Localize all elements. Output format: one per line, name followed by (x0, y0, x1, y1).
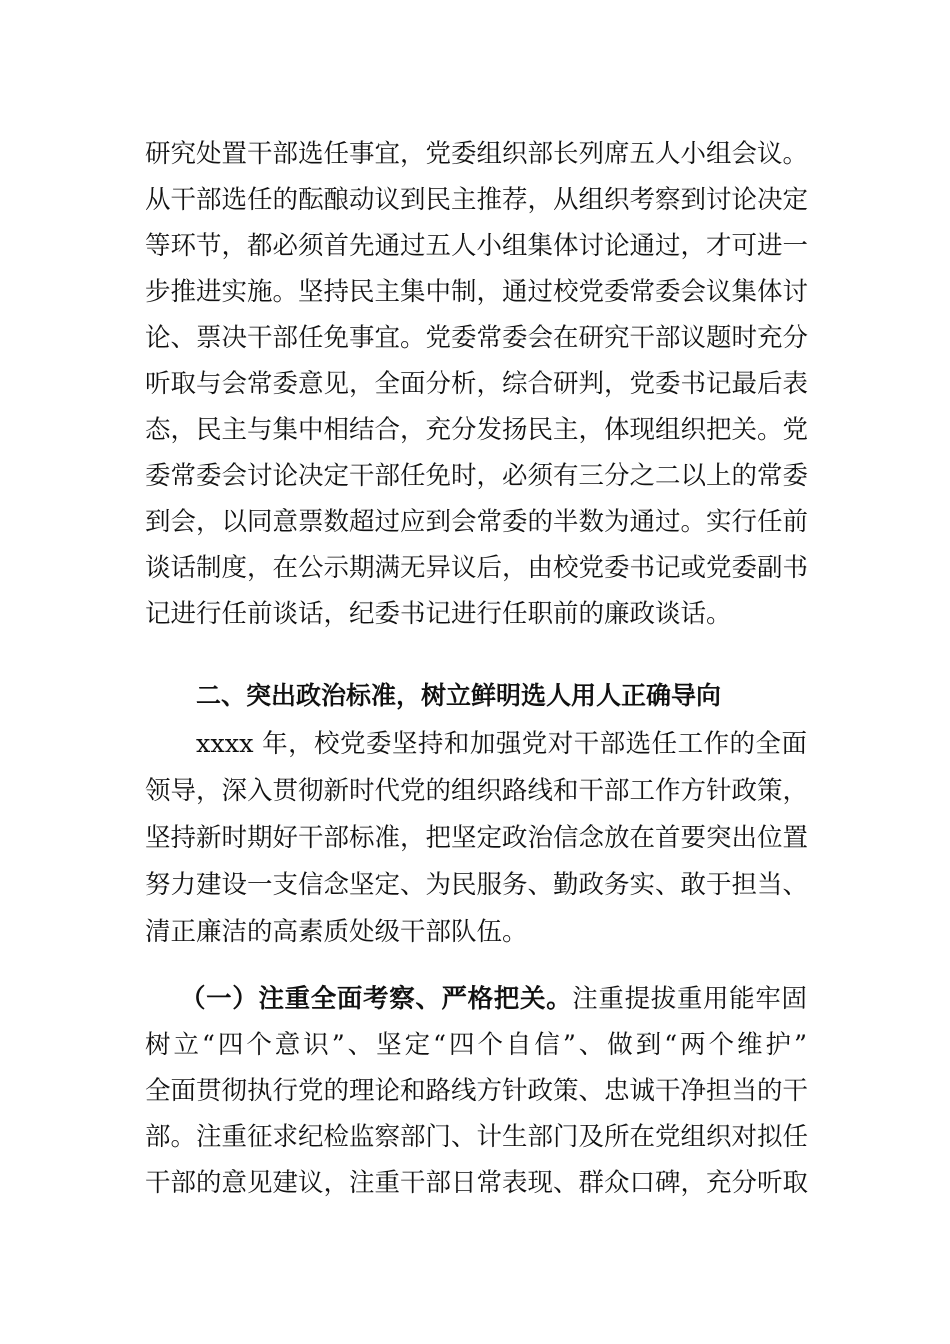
paragraph-line: 坚持新时期好干部标准，把坚定政治信念放在首要突出位置 (145, 823, 809, 853)
section-heading: 二、突出政治标准，树立鲜明选人用人正确导向 (196, 681, 722, 710)
paragraph-line: 谈话制度，在公示期满无异议后，由校党委书记或党委副书 (145, 553, 809, 583)
paragraph-line: 到会，以同意票数超过应到会常委的半数为通过。实行任前 (145, 507, 809, 537)
paragraph-line: 论、票决干部任免事宜。党委常委会在研究干部议题时充分 (145, 323, 809, 353)
paragraph-line: 清正廉洁的高素质处级干部队伍。 (145, 917, 528, 947)
paragraph-line: 干部的意见建议，注重干部日常表现、群众口碑，充分听取 (145, 1168, 809, 1198)
paragraph-line: 努力建设一支信念坚定、为民服务、勤政务实、敢于担当、 (145, 870, 809, 900)
paragraph-line: 全面贯彻执行党的理论和路线方针政策、忠诚干净担当的干 (145, 1076, 809, 1106)
paragraph-line: 委常委会讨论决定干部任免时，必须有三分之二以上的常委 (145, 461, 809, 491)
paragraph-line: 部。注重征求纪检监察部门、计生部门及所在党组织对拟任 (145, 1122, 809, 1152)
paragraph-line: 记进行任前谈话，纪委书记进行任职前的廉政谈话。 (145, 599, 732, 629)
paragraph-line: 树立“四个意识”、坚定“四个自信”、做到“两个维护” (145, 1030, 807, 1060)
paragraph-line: 从干部选任的酝酿动议到民主推荐，从组织考察到讨论决定 (145, 185, 809, 215)
paragraph-line: 态，民主与集中相结合，充分发扬民主，体现组织把关。党 (145, 415, 809, 445)
paragraph-line: 等环节，都必须首先通过五人小组集体讨论通过，才可进一 (145, 231, 809, 261)
subsection-line (180, 979, 807, 1019)
paragraph-line: 研究处置干部选任事宜，党委组织部长列席五人小组会议。 (145, 139, 809, 169)
paragraph-text: 注重提拔重用能牢固 (572, 984, 807, 1014)
paragraph-line: 听取与会常委意见，全面分析，综合研判，党委书记最后表 (145, 369, 809, 399)
paragraph-line: 步推进实施。坚持民主集中制，通过校党委常委会议集体讨 (145, 277, 809, 307)
subsection-title: （一）注重全面考察、严格把关。 (180, 984, 573, 1014)
paragraph-line: 领导，深入贯彻新时代党的组织路线和干部工作方针政策， (145, 776, 809, 806)
paragraph-line: xxxx 年，校党委坚持和加强党对干部选任工作的全面 (196, 729, 807, 759)
